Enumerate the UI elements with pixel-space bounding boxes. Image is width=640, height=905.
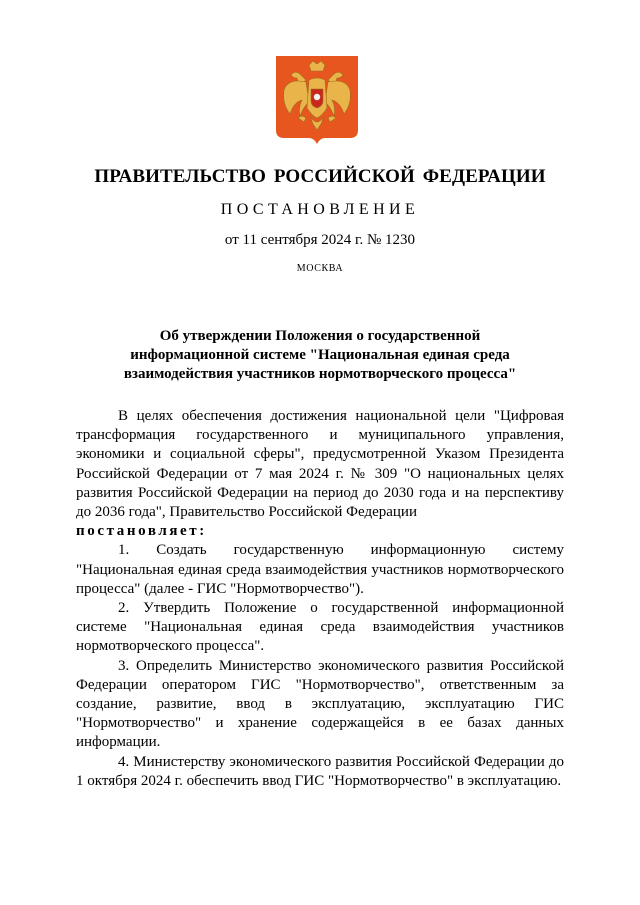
preamble-paragraph: В целях обеспечения достижения национальной цели "Цифровая трансформация государственного и муниципального управления, экономики и социальной сферы", предусмотренной Указом Президента Российской Федерации от 7 мая 2024 г. № 309 "О национальных целях развития Российской Федерации на период до 2030 года и на перспективу до 2036 года", Правительство Российской Федерации [76,408,564,521]
resolves-word: постановляет: [76,523,207,540]
document-type: ПОСТАНОВЛЕНИЕ [220,201,420,218]
government-title: ПРАВИТЕЛЬСТВО РОССИЙСКОЙ ФЕДЕРАЦИИ [94,166,546,187]
double-headed-eagle-icon [276,56,358,144]
heading-line: информационной системе "Национальная единая среда [130,347,510,363]
heading-line: взаимодействия участников нормотворческого процесса" [123,366,517,382]
clause-3: 3. Определить Министерство экономического развития Российской Федерации оператором ГИС "Нормотворчество", ответственным за создание, развитие, ввод в эксплуатацию, эксплуатацию ГИС "Нормотворчество" и хранение содержащейся в ее базах данных информации. [76,657,564,751]
resolves-line [76,522,564,541]
clause-2: 2. Утвердить Положение о государственной информационной системе "Национальная единая среда взаимодействия участников нормотворческого процесса". [76,600,564,655]
clause-4: 4. Министерству экономического развития Российской Федерации до 1 октября 2024 г. обеспечить ввод ГИС "Нормотворчество" в эксплуатацию. [76,753,564,789]
city-name: МОСКВА [296,263,344,274]
coat-of-arms-emblem [276,56,358,144]
resolution-heading [100,327,540,384]
heading-line: Об утверждении Положения о государственной [159,328,481,344]
date-and-number: от 11 сентября 2024 г. № 1230 [224,232,416,248]
clause-1: 1. Создать государственную информационную систему "Национальная единая среда взаимодействия участников нормотворческого процесса" (далее - ГИС "Нормотворчество"). [76,542,564,597]
document-body [76,407,564,791]
